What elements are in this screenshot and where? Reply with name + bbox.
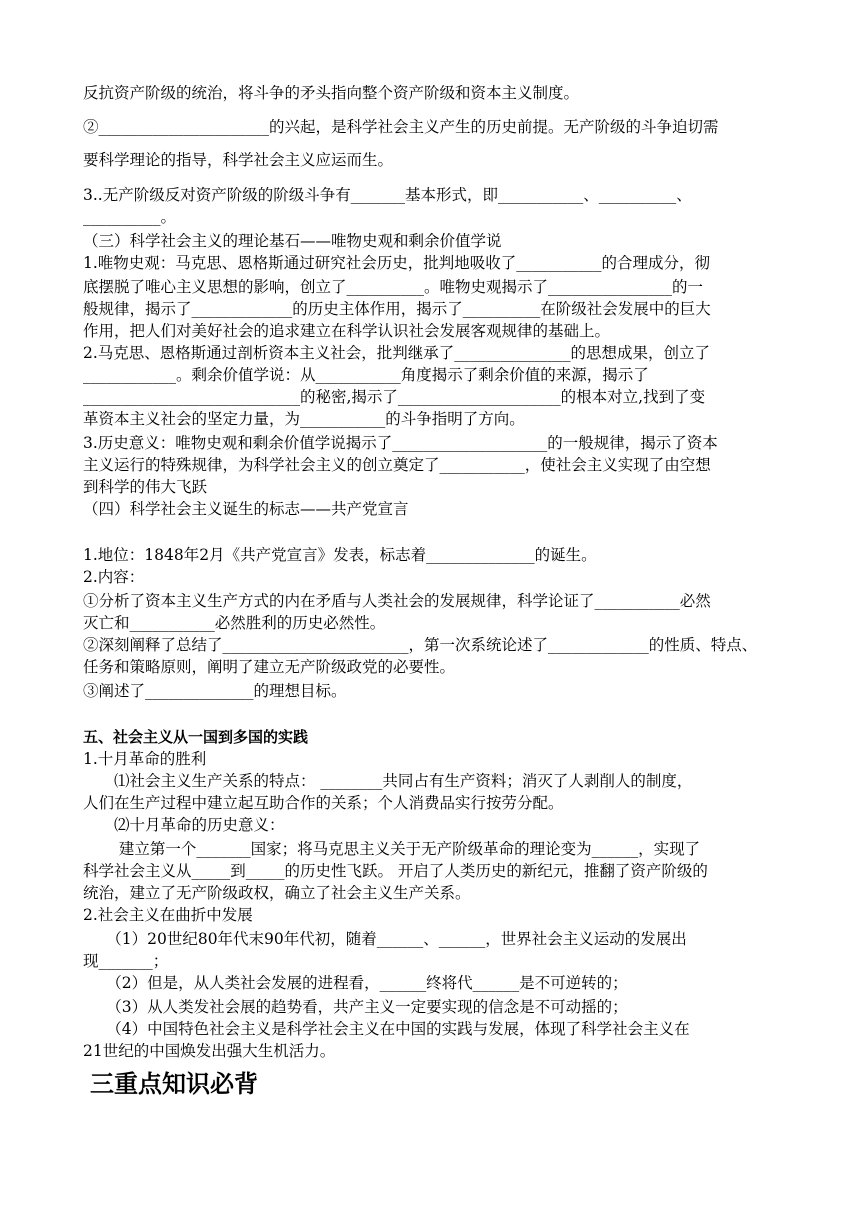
text-line: ____________________________的秘密,揭示了_____________________的根本对立,找到了变 [83, 388, 706, 406]
text-line: 任务和策略原则，阐明了建立无产阶级政党的必要性。 [83, 658, 456, 676]
text-line: 底摆脱了唯心主义思想的影响，创立了__________。唯物史观揭示了________________的一 [83, 278, 704, 296]
text-line: 2.内容： [83, 568, 145, 586]
text-line: （1）20世纪80年代末90年代初，随着______、______，世界社会主义运动的发展出 [83, 930, 687, 948]
text-line: 21世纪的中国焕发出强大生机活力。 [83, 1042, 336, 1060]
text-line: 1.十月革命的胜利 [83, 750, 207, 768]
text-line: 1.地位：1848年2月《共产党宣言》发表，标志着______________的诞生。 [83, 546, 597, 564]
text-line: 作用，把人们对美好社会的追求建立在科学认识社会发展客观规律的基础上。 [83, 322, 611, 340]
text-line: 般规律，揭示了_____________的历史主体作用，揭示了__________在阶级社会发展中的巨大 [83, 300, 711, 318]
section-heading: 五、社会主义从一国到多国的实践 [83, 728, 309, 746]
text-line: 灭亡和___________必然胜利的历史必然性。 [83, 614, 386, 632]
text-line: 现_______； [83, 952, 169, 970]
text-line: 人们在生产过程中建立起互助合作的关系；个人消费品实行按劳分配。 [83, 794, 564, 812]
text-line: 要科学理论的指导，科学社会主义应运而生。 [83, 151, 394, 169]
text-line: ①分析了资本主义生产方式的内在矛盾与人类社会的发展规律，科学论证了___________必然 [83, 592, 711, 610]
text-line: ____________。剩余价值学说：从___________角度揭示了剩余价值的来源，揭示了 [83, 366, 649, 384]
text-line: 统治，建立了无产阶级政权，确立了社会主义生产关系。 [83, 884, 471, 902]
text-line: __________。 [83, 208, 177, 226]
text-line: 3..无产阶级反对资产阶级的阶级斗争有_______基本形式，即___________、__________、 [83, 186, 692, 204]
text-line: 建立第一个_______国家；将马克思主义关于无产阶级革命的理论变为______，实现了 [83, 840, 701, 858]
text-line: ②______________________的兴起，是科学社会主义产生的历史前提。无产阶级的斗争迫切需 [83, 118, 719, 136]
text-line: ③阐述了______________的理想目标。 [83, 682, 347, 700]
text-line: 2.马克思、恩格斯通过剖析资本主义社会，批判继承了_______________的思想成果，创立了 [83, 344, 711, 362]
text-line: 革资本主义社会的坚定力量，为___________的斗争指明了方向。 [83, 410, 525, 428]
text-line: 反抗资产阶级的统治，将斗争的矛头指向整个资产阶级和资本主义制度。 [83, 84, 580, 102]
section-heading: （四）科学社会主义诞生的标志——共产党宣言 [83, 500, 409, 518]
text-line: （4）中国特色社会主义是科学社会主义在中国的实践与发展，体现了科学社会主义在 [83, 1020, 690, 1038]
text-line: 科学社会主义从_____到_____的历史性飞跃。 开启了人类历史的新纪元，推翻了资产阶级的 [83, 862, 708, 880]
text-line: 到科学的伟大飞跃 [83, 478, 208, 496]
text-line: ②深刻阐释了总结了________________________，第一次系统论述了_____________的性质、特点、 [83, 636, 758, 654]
text-line: （3）从人类发社会展的趋势看，共产主义一定要实现的信念是不可动摇的； [83, 998, 628, 1016]
section-heading: （三）科学社会主义的理论基石——唯物史观和剩余价值学说 [83, 232, 502, 250]
text-line: ⑵十月革命的历史意义： [83, 816, 285, 834]
text-line: 3.历史意义：唯物史观和剩余价值学说揭示了____________________的一般规律，揭示了资本 [83, 434, 718, 452]
page-heading: 三重点知识必背 [90, 1070, 258, 1098]
text-line: 2.社会主义在曲折中发展 [83, 906, 253, 924]
text-line: （2）但是，从人类社会发展的进程看，______终将代______是不可逆转的； [83, 974, 628, 992]
text-line: 1.唯物史观：马克思、恩格斯通过研究社会历史，批判地吸收了___________的合理成分，彻 [83, 254, 711, 272]
text-line: 主义运行的特殊规律，为科学社会主义的创立奠定了___________，使社会主义实现了由空想 [83, 456, 711, 474]
text-line: ⑴社会主义生产关系的特点： ________共同占有生产资料；消灭了人剥削人的制度， [83, 772, 693, 790]
